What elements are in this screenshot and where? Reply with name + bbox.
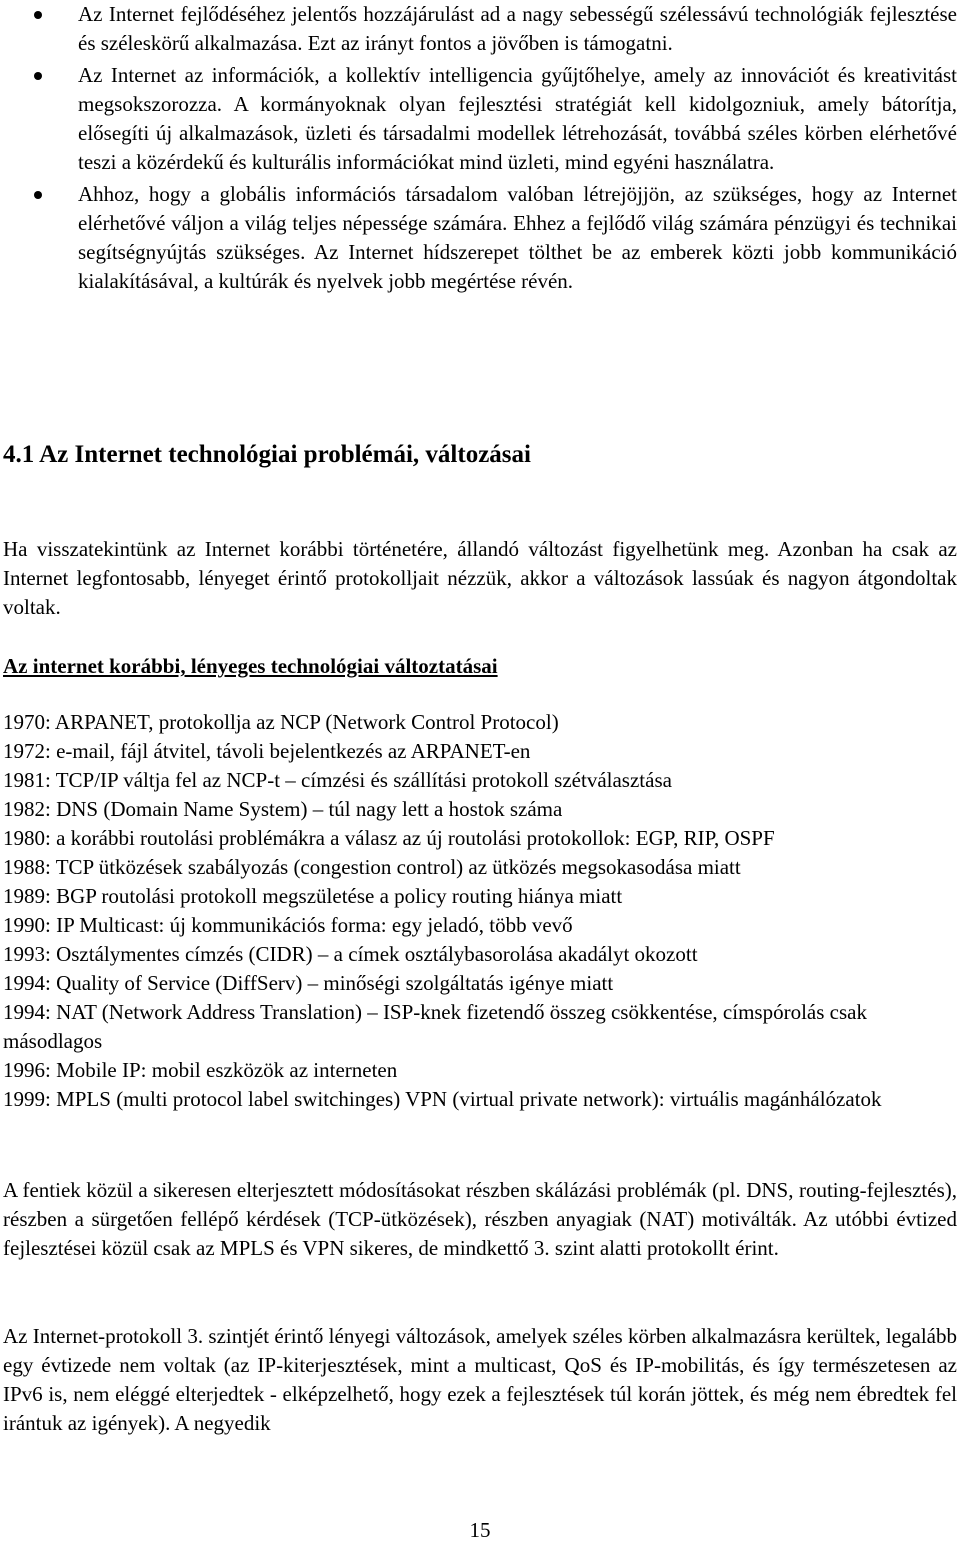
bullet-item	[3, 180, 957, 296]
timeline-item: 1980: a korábbi routolási problémákra a válasz az új routolási protokollok: EGP, RIP, OSPF	[3, 826, 775, 850]
document-page	[3, 0, 957, 1542]
page-number: 15	[469, 1518, 491, 1542]
timeline-item: 1999: MPLS (multi protocol label switchinges) VPN (virtual private network): virtuális magánhálózatok	[3, 1087, 882, 1111]
bullet-item	[3, 0, 957, 58]
subsection-heading: Az internet korábbi, lényeges technológiai változtatásai	[3, 654, 498, 678]
bullet-item	[3, 61, 957, 177]
intro-paragraph: Ha visszatekintünk az Internet korábbi történetére, állandó változást figyelhetünk meg. Azonban ha csak az Internet legfontosabb, lényeget érintő protokolljait nézzük, akkor a változások lassúak és nagyon átgondoltak voltak.	[3, 537, 957, 619]
bullet-text: Az Internet az információk, a kollektív intelligencia gyűjtőhelye, amely az innovációt és kreativitást megsokszorozza. A kormányoknak olyan fejlesztési stratégiát kell kidolgozniuk, amely bátorítja, elősegíti új alkalmazások, üzleti és társadalmi modellek létrehozását, továbbá széles körben elérhetővé teszi a közérdekű és kulturális információkat mind üzleti, mind egyéni használatra.	[78, 63, 957, 174]
timeline-item: 1981: TCP/IP váltja fel az NCP-t – címzési és szállítási protokoll szétválasztása	[3, 768, 672, 792]
timeline-item: 1982: DNS (Domain Name System) – túl nagy lett a hostok száma	[3, 797, 563, 821]
timeline-item: 1988: TCP ütközések szabályozás (congestion control) az ütközés megsokasodása miatt	[3, 855, 741, 879]
section-heading: 4.1 Az Internet technológiai problémái, változásai	[3, 441, 531, 468]
timeline-item: 1994: Quality of Service (DiffServ) – minőségi szolgáltatás igénye miatt	[3, 971, 614, 995]
timeline-item: 1996: Mobile IP: mobil eszközök az interneten	[3, 1058, 398, 1082]
bullet-list	[3, 0, 957, 296]
bullet-text: Az Internet fejlődéséhez jelentős hozzájárulást ad a nagy sebességű szélessávú technológiák fejlesztése és széleskörű alkalmazása. Ezt az irányt fontos a jövőben is támogatni.	[78, 2, 957, 55]
bullet-icon	[34, 11, 42, 19]
bullet-text: Ahhoz, hogy a globális információs társadalom valóban létrejöjjön, az szükséges, hogy az Internet elérhetővé váljon a világ teljes népessége számára. Ehhez a fejlődő világ számára pénzügyi és technikai segítségnyújtás szükséges. Az Internet hídszerepet tölthet be az emberek közti jobb kommunikáció kialakításával, a kultúrák és nyelvek jobb megértése révén.	[78, 182, 957, 293]
bullet-icon	[34, 72, 42, 80]
timeline-item: 1994: NAT (Network Address Translation) – ISP-knek fizetendő összeg csökkentése, címspórolás csak másodlagos	[3, 1000, 867, 1053]
timeline-item: 1972: e-mail, fájl átvitel, távoli bejelentkezés az ARPANET-en	[3, 739, 531, 763]
summary-paragraph: A fentiek közül a sikeresen elterjesztett módosításokat részben skálázási problémák (pl. DNS, routing-fejlesztés), részben a sürgetően fellépő kérdések (TCP-ütközések), részben anyagiak (NAT) motiválták. Az utóbbi évtized fejlesztései közül csak az MPLS és VPN sikeres, de mindkettő 3. szint alatti protokollt érint.	[3, 1178, 957, 1260]
timeline-item: 1970: ARPANET, protokollja az NCP (Network Control Protocol)	[3, 710, 559, 734]
timeline-list	[3, 708, 957, 1114]
timeline-item: 1993: Osztálymentes címzés (CIDR) – a címek osztálybasorolása akadályt okozott	[3, 942, 698, 966]
changes-paragraph: Az Internet-protokoll 3. szintjét érintő lényegi változások, amelyek széles körben alkalmazásra kerültek, legalább egy évtizede nem voltak (az IP-kiterjesztések, mint a multicast, QoS és IP-mobilitás, és így természetesen az IPv6 is, nem eléggé elterjedtek - elképzelhető, hogy ezek a fejlesztések túl korán jöttek, és még nem ébredtek fel irántuk az igények). A negyedik	[3, 1324, 957, 1435]
timeline-item: 1989: BGP routolási protokoll megszületése a policy routing hiánya miatt	[3, 884, 623, 908]
bullet-icon	[34, 191, 42, 199]
timeline-item: 1990: IP Multicast: új kommunikációs forma: egy jeladó, több vevő	[3, 913, 573, 937]
